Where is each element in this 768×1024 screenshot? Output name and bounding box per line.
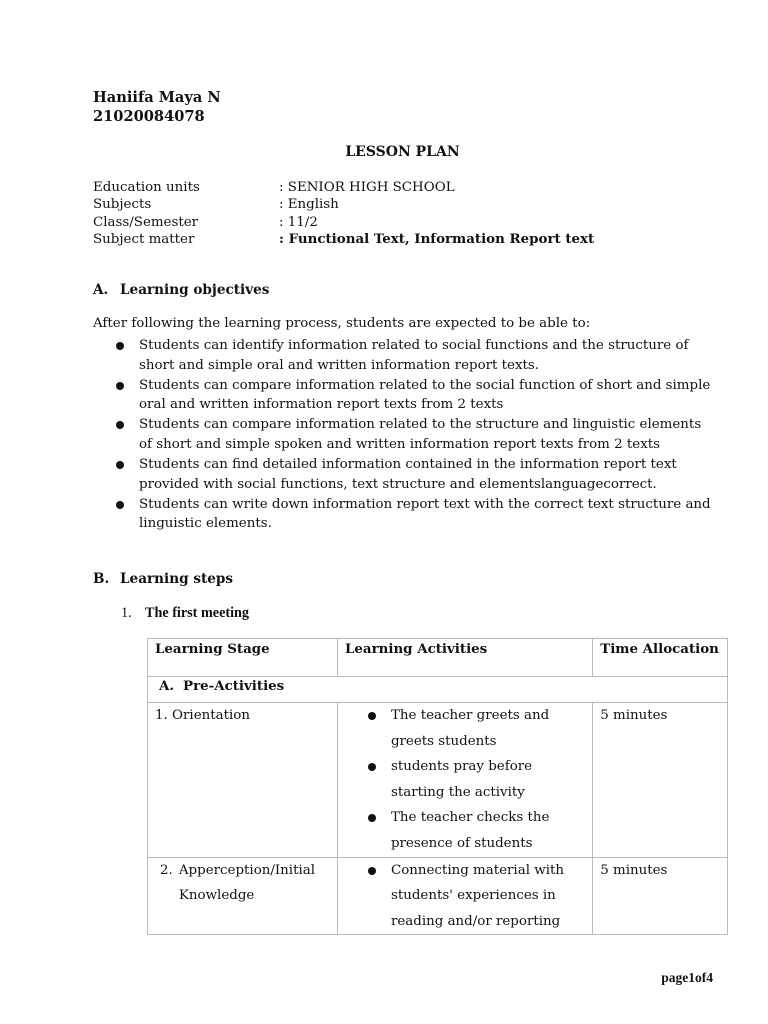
info-row: [93, 196, 594, 213]
meeting-heading: [121, 605, 249, 622]
stage-cell: 1. Orientation: [148, 703, 338, 858]
section-letter: A.: [93, 282, 109, 298]
section-letter: A.: [159, 678, 175, 694]
stage-cell: [148, 857, 338, 935]
info-value: : Functional Text, Information Report text: [279, 230, 595, 247]
info-row: [93, 231, 594, 248]
list-item: students pray before starting the activity: [391, 754, 585, 805]
column-header: Learning Stage: [148, 639, 338, 677]
lesson-info: [93, 179, 594, 248]
learning-steps-table: [147, 638, 728, 935]
section-cell: [148, 677, 728, 703]
list-item: Students can write down information report text with the correct text structure and linguistic elements.: [111, 495, 711, 534]
list-item: Students can find detailed information contained in the information report text provided with social functions, text structure and elementslanguagecorrect.: [111, 455, 711, 494]
activities-list: [345, 703, 585, 857]
author-block: [93, 88, 221, 126]
info-label: Subject matter: [93, 231, 195, 247]
info-row: [93, 179, 594, 196]
student-id: 21020084078: [93, 108, 205, 125]
list-item: Students can identify information related to social functions and the structure of short and simple oral and written information report texts.: [111, 336, 711, 375]
section-letter: B.: [93, 571, 110, 587]
table-row: [148, 703, 728, 858]
list-item: Connecting material with students' experiences in reading and/or reporting: [391, 858, 585, 935]
activities-cell: [337, 857, 592, 935]
table-section-row: [148, 677, 728, 703]
info-label: Class/Semester: [93, 214, 199, 230]
meeting-number: 1.: [121, 605, 132, 621]
time-cell: 5 minutes: [593, 703, 728, 858]
info-value: : 11/2: [279, 214, 318, 230]
section-heading-objectives: [93, 282, 269, 298]
info-label: Subjects: [93, 197, 152, 213]
info-value: : English: [279, 197, 339, 213]
info-label: Education units: [93, 180, 200, 195]
author-name: Haniifa Maya N: [93, 89, 221, 106]
page-number: page1of4: [661, 970, 713, 985]
stage-label: Apperception/Initial Knowledge: [178, 862, 316, 904]
list-item: The teacher checks the presence of students: [391, 805, 585, 856]
list-item: The teacher greets and greets students: [391, 703, 585, 754]
objectives-intro: After following the learning process, students are expected to be able to:: [93, 316, 591, 331]
section-title: Learning steps: [120, 571, 234, 587]
table-row: [148, 857, 728, 935]
document-title: LESSON PLAN: [345, 144, 460, 160]
info-value: : SENIOR HIGH SCHOOL: [279, 180, 455, 195]
section-title: Learning objectives: [120, 282, 270, 298]
section-title: Pre-Activities: [183, 678, 285, 694]
activities-cell: [337, 703, 592, 858]
time-cell: 5 minutes: [593, 857, 728, 935]
meeting-title: The first meeting: [145, 605, 250, 621]
column-header: Time Allocation: [593, 639, 728, 677]
stage-number: 2.: [160, 862, 173, 878]
objectives-list: [111, 336, 711, 534]
section-heading-steps: [93, 571, 233, 587]
table-header-row: [148, 639, 728, 677]
list-item: Students can compare information related to the social function of short and simple oral and written information report texts from 2 texts: [111, 376, 711, 415]
column-header: Learning Activities: [337, 639, 592, 677]
activities-list: [345, 858, 585, 935]
info-row: [93, 214, 594, 231]
list-item: Students can compare information related to the structure and linguistic elements of short and simple spoken and written information report texts from 2 texts: [111, 415, 711, 454]
